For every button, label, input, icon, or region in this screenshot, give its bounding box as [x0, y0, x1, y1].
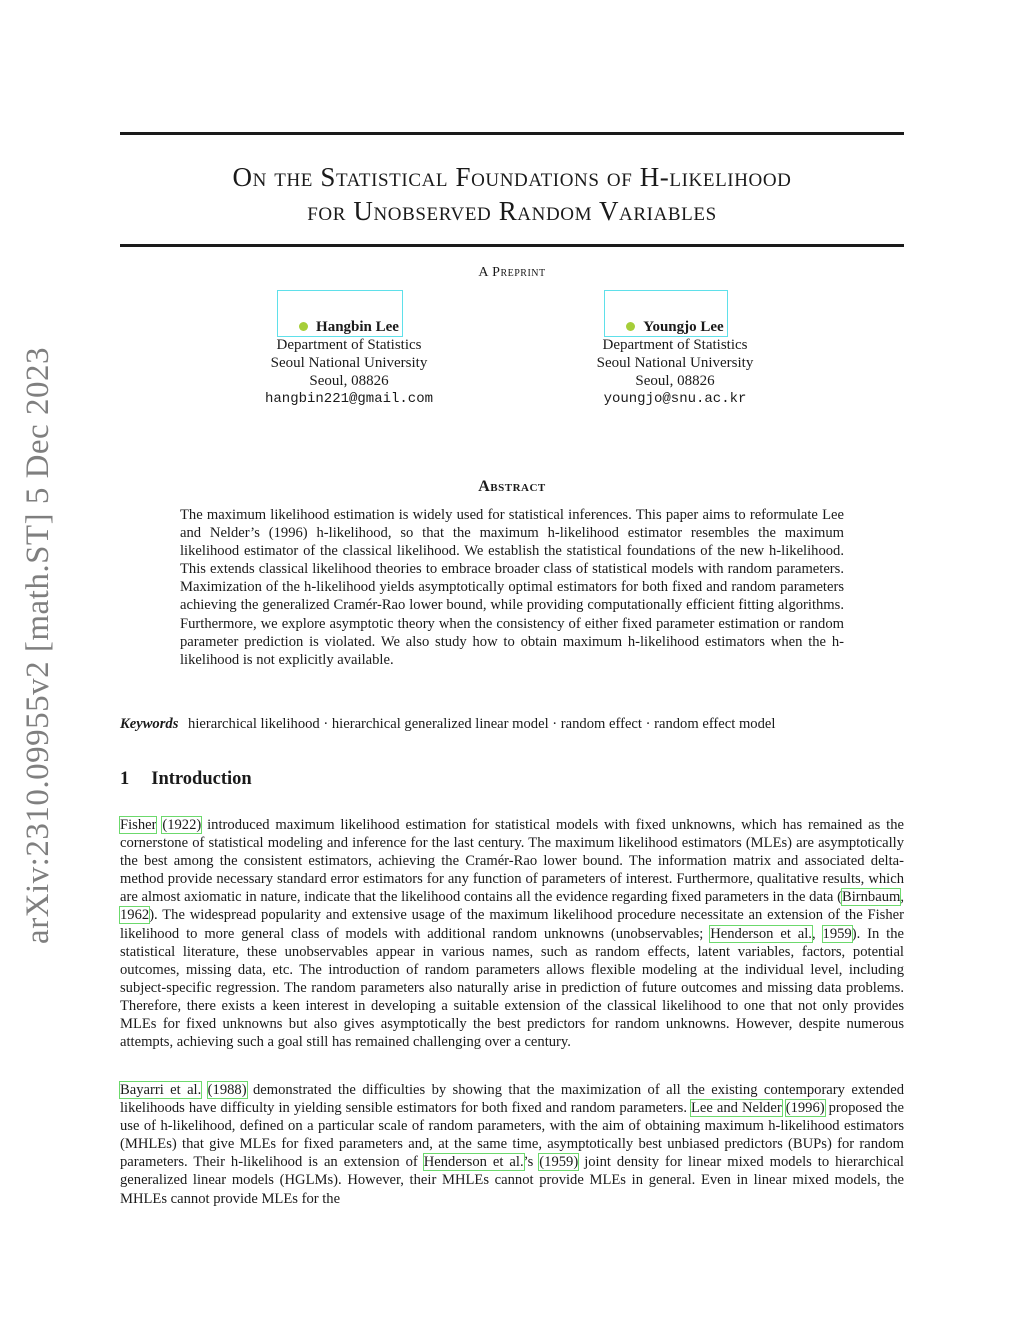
arxiv-stamp: [8, 330, 68, 960]
keywords-text: hierarchical likelihood · hierarchical generalized linear model · random effect · random effect model: [188, 716, 776, 732]
section-title: Introduction: [151, 769, 252, 789]
author-department-1: Department of Statistics: [276, 337, 422, 353]
author-block-2: [560, 318, 790, 408]
arxiv-stamp-text: arXiv:2310.09955v2 [math.ST] 5 Dec 2023: [19, 346, 56, 944]
author-name-2[interactable]: Youngjo Lee: [626, 318, 723, 336]
citation-link[interactable]: Bayarri et al.: [120, 1082, 202, 1098]
abstract-heading: Abstract: [478, 478, 546, 495]
citation-link[interactable]: (1922): [162, 817, 202, 833]
author-email-1[interactable]: hangbin221@gmail.com: [264, 391, 434, 407]
citation-link[interactable]: Birnbaum: [841, 889, 901, 906]
citation-link[interactable]: Henderson et al.: [423, 1154, 524, 1171]
citation-link[interactable]: (1996): [785, 1100, 825, 1117]
paper-title-line-1: On the Statistical Foundations of H-likelihood: [232, 162, 792, 192]
intro-paragraph-2: Bayarri et al. (1988) demonstrated the difficulties by showing that the maximization of all the existing contemporary extended likelihoods have difficulty in yielding sensible estimators for both fixed and random parameters. Lee and Nelder (1996) proposed the use of h-likelihood, defined on a particular scale of random parameters, with the aim of obtaining maximum h-likelihood estimators (MHLEs) that give MLEs for fixed parameters and, at the same time, asymptotically best unbiased predictors (BUPs) for random parameters. Their h-likelihood is an extension of Henderson et al.’s (1959) joint density for linear mixed models to hierarchical generalized linear models (HGLMs). However, their MHLEs cannot provide MLEs in general. Even in linear mixed models, the MHLEs cannot provide MLEs for the: [120, 1082, 904, 1207]
author-email-2[interactable]: youngjo@snu.ac.kr: [603, 391, 747, 407]
citation-link[interactable]: Lee and Nelder: [691, 1100, 782, 1117]
citation-link[interactable]: 1959: [822, 925, 852, 942]
citation-link[interactable]: 1962: [120, 907, 150, 924]
abstract-text: The maximum likelihood estimation is widely used for statistical inferences. This paper aims to reformulate Lee and Nelder’s (1996) h-likelihood, so that the maximum h-likelihood estimator resembles the maximum likelihood estimator of the classical likelihood. We establish the statistical foundations of the new h-likelihood. This extends classical likelihood theories to embrace broader class of statistical models with random parameters. Maximization of the h-likelihood yields asymptotically optimal estimators for both fixed and random parameters achieving the generalized Cramér-Rao lower bound, while providing computationally efficient fitting algorithms. Furthermore, we explore asymptotic theory when the consistency of either fixed parameter estimation or random parameter prediction is violated. We also study how to obtain maximum h-likelihood estimators when the h-likelihood is not explicitly available.: [180, 507, 844, 668]
section-number: 1: [120, 769, 130, 789]
author-link-box-1: [277, 290, 403, 337]
author-department-2: Department of Statistics: [602, 337, 748, 353]
author-block-1: [234, 318, 464, 408]
keywords-label: Keywords: [120, 716, 179, 732]
author-link-box-2: [604, 290, 727, 337]
author-address-1: Seoul, 08826: [309, 373, 389, 389]
citation-link[interactable]: (1988): [207, 1082, 247, 1098]
author-institution-1: Seoul National University: [270, 355, 428, 371]
intro-paragraph-1: Fisher (1922) introduced maximum likelihood estimation for statistical models with fixed unknowns, which has remained as the cornerstone of statistical modeling and inference for the last century. The maximum likelihood estimators (MLEs) are asymptotically the best among the consistent estimators, achieving the Cramér-Rao lower bound. The information matrix and associated delta-method provide necessary standard error estimators for any function of parameters of interest. Furthermore, qualitative results, which are almost axiomatic in nature, indicate that the likelihood contains all the evidence regarding fixed parameters in the data (Birnbaum, 1962). The widespread popularity and extensive usage of the maximum likelihood procedure necessitate an extension of the Fisher likelihood to more general class of models with additional random unknowns (unobservables; Henderson et al., 1959). In the statistical literature, these unobservables appear in various names, such as random effects, latent variables, factors, potential outcomes, missing data, etc. The introduction of random parameters allows flexible modeling at the individual level, including subject-specific regression. The random parameters also naturally arise in prediction of future outcomes and missing data problems. Therefore, there exists a keen interest in developing a suitable extension of the classical likelihood to one that not only provides MLEs for fixed unknowns but also gives asymptotically the best predictors for random unknowns. However, despite numerous attempts, achieving such a goal still has remained challenging over a century.: [120, 817, 904, 1051]
preprint-label: A Preprint: [478, 265, 546, 280]
title-top-rule: [120, 132, 904, 135]
citation-link[interactable]: Fisher: [120, 817, 157, 833]
paper-title: [120, 160, 904, 228]
citation-link[interactable]: (1959): [539, 1154, 579, 1171]
paper-title-line-2: for Unobserved Random Variables: [307, 196, 717, 226]
title-bottom-rule: [120, 244, 904, 247]
author-institution-2: Seoul National University: [596, 355, 754, 371]
keywords: [120, 715, 904, 733]
author-address-2: Seoul, 08826: [635, 373, 715, 389]
author-name-1[interactable]: Hangbin Lee: [299, 318, 399, 336]
section-heading: [120, 769, 904, 790]
citation-link[interactable]: Henderson et al.: [710, 925, 812, 942]
